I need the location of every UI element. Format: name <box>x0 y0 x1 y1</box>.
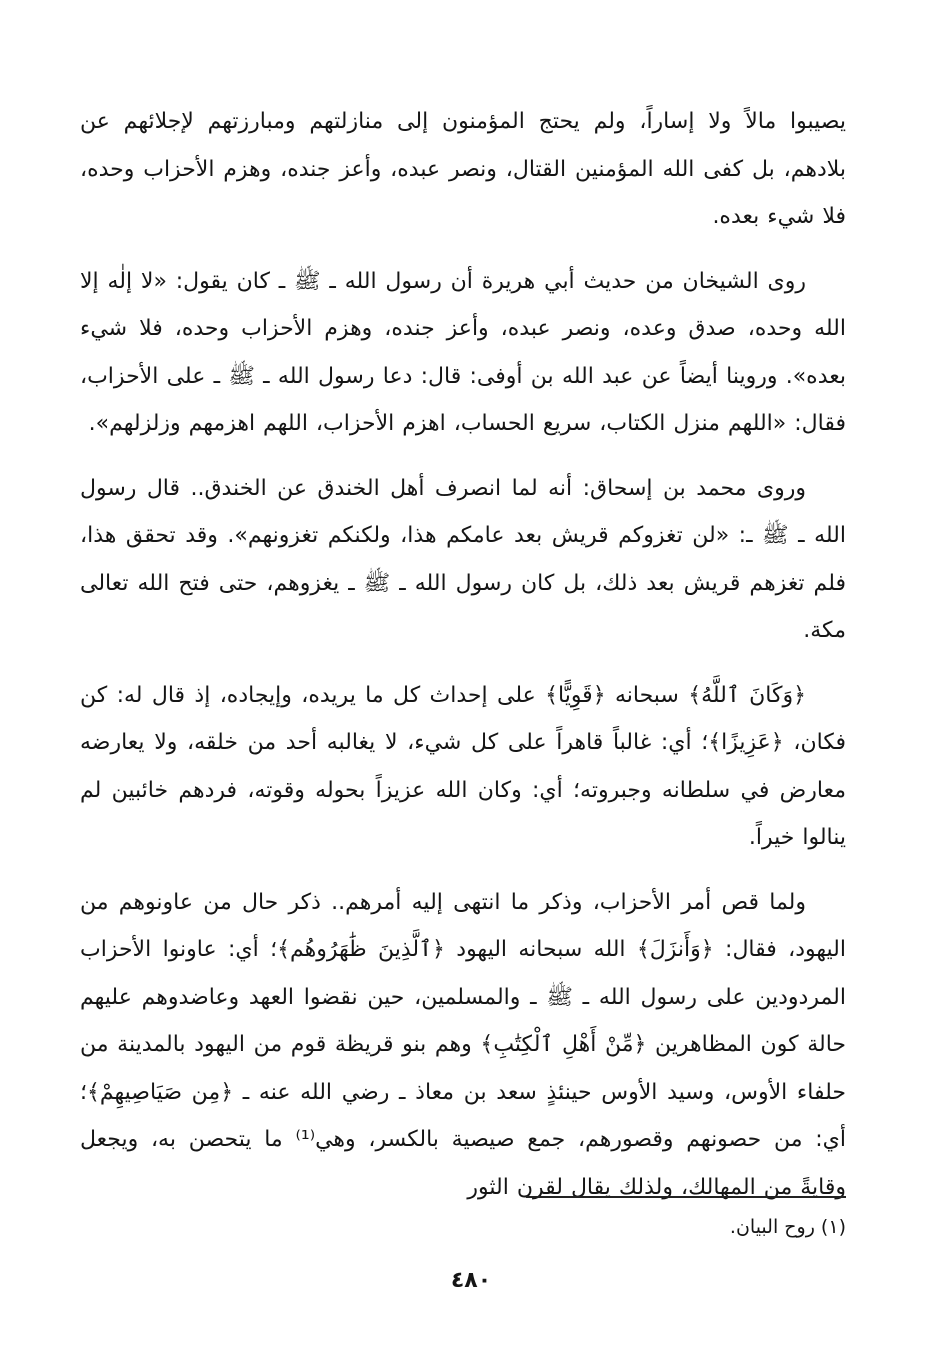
paragraph-1: يصيبوا مالاً ولا إساراً، ولم يحتج المؤمنون إلى منازلتهم ومبارزتهم لإجلائهم عن بلادهم، بل كفى الله المؤمنين القتال، ونصر عبده، وأعز جنده، وهزم الأحزاب وحده، فلا شيء بعده. <box>80 109 846 229</box>
footnote-divider <box>526 1196 846 1198</box>
paragraph-4: ﴿وَكَانَ ٱللَّهُ﴾ سبحانه ﴿قَوِيًّا﴾ على إحداث كل ما يريده، وإيجاده، إذ قال له: كن فكان، ﴿عَزِيزًا﴾؛ أي: غالباً قاهراً على كل شيء، لا يغالبه أحد من خلقه، ولا يعارضه معارض في سلطانه وجبروته؛ أي: وكان الله عزيزاً بحوله وقوته، فردهم خائبين لم ينالوا خيراً. <box>80 682 846 850</box>
paragraph-2: روى الشيخان من حديث أبي هريرة أن رسول الله ـ ﷺ ـ كان يقول: «لا إلٰه إلا الله وحده، صدق وعده، ونصر عبده، وأعز جنده، وهزم الأحزاب وحده، فلا شيء بعده». وروينا أيضاً عن عبد الله بن أوفى: قال: دعا رسول الله ـ ﷺ ـ على الأحزاب، فقال: «اللهم منزل الكتاب، سريع الحساب، اهزم الأحزاب، اللهم اهزمهم وزلزلهم». <box>80 268 846 436</box>
page-number: ٤٨٠ <box>450 1268 492 1293</box>
main-text <box>80 98 846 1228</box>
footnote: (١) روح البيان. <box>729 1216 846 1238</box>
paragraph-3: وروى محمد بن إسحاق: أنه لما انصرف أهل الخندق عن الخندق.. قال رسول الله ـ ﷺ ـ: «لن تغزوكم قريش بعد عامكم هذا، ولكنكم تغزونهم». وقد تحقق هذا، فلم تغزهم قريش بعد ذلك، بل كان رسول الله ـ ﷺ ـ يغزوهم، حتى فتح الله تعالى مكة. <box>80 475 846 643</box>
paragraph-5: ولما قص أمر الأحزاب، وذكر ما انتهى إليه أمرهم.. ذكر حال من عاونوهم من اليهود، فقال: ﴿وَأَنزَلَ﴾ الله سبحانه اليهود ﴿ٱلَّذِينَ ظَٰهَرُوهُم﴾؛ أي: عاونوا الأحزاب المردودين على رسول الله ـ ﷺ ـ والمسلمين، حين نقضوا العهد وعاضدوهم عليهم حالة كون المظاهرين ﴿مِّنْ أَهْلِ ٱلْكِتَٰبِ﴾ وهم بنو قريظة قوم من اليهود بالمدينة من حلفاء الأوس، وسيد الأوس حينئذٍ سعد بن معاذ ـ رضي الله عنه ـ ﴿مِن صَيَاصِيهِمْ﴾؛ أي: من حصونهم وقصورهم، جمع صيصية بالكسر، وهي⁽¹⁾ ما يتحصن به، ويجعل وقايةً من المهالك، ولذلك يقال لقرن الثور <box>80 889 846 1200</box>
